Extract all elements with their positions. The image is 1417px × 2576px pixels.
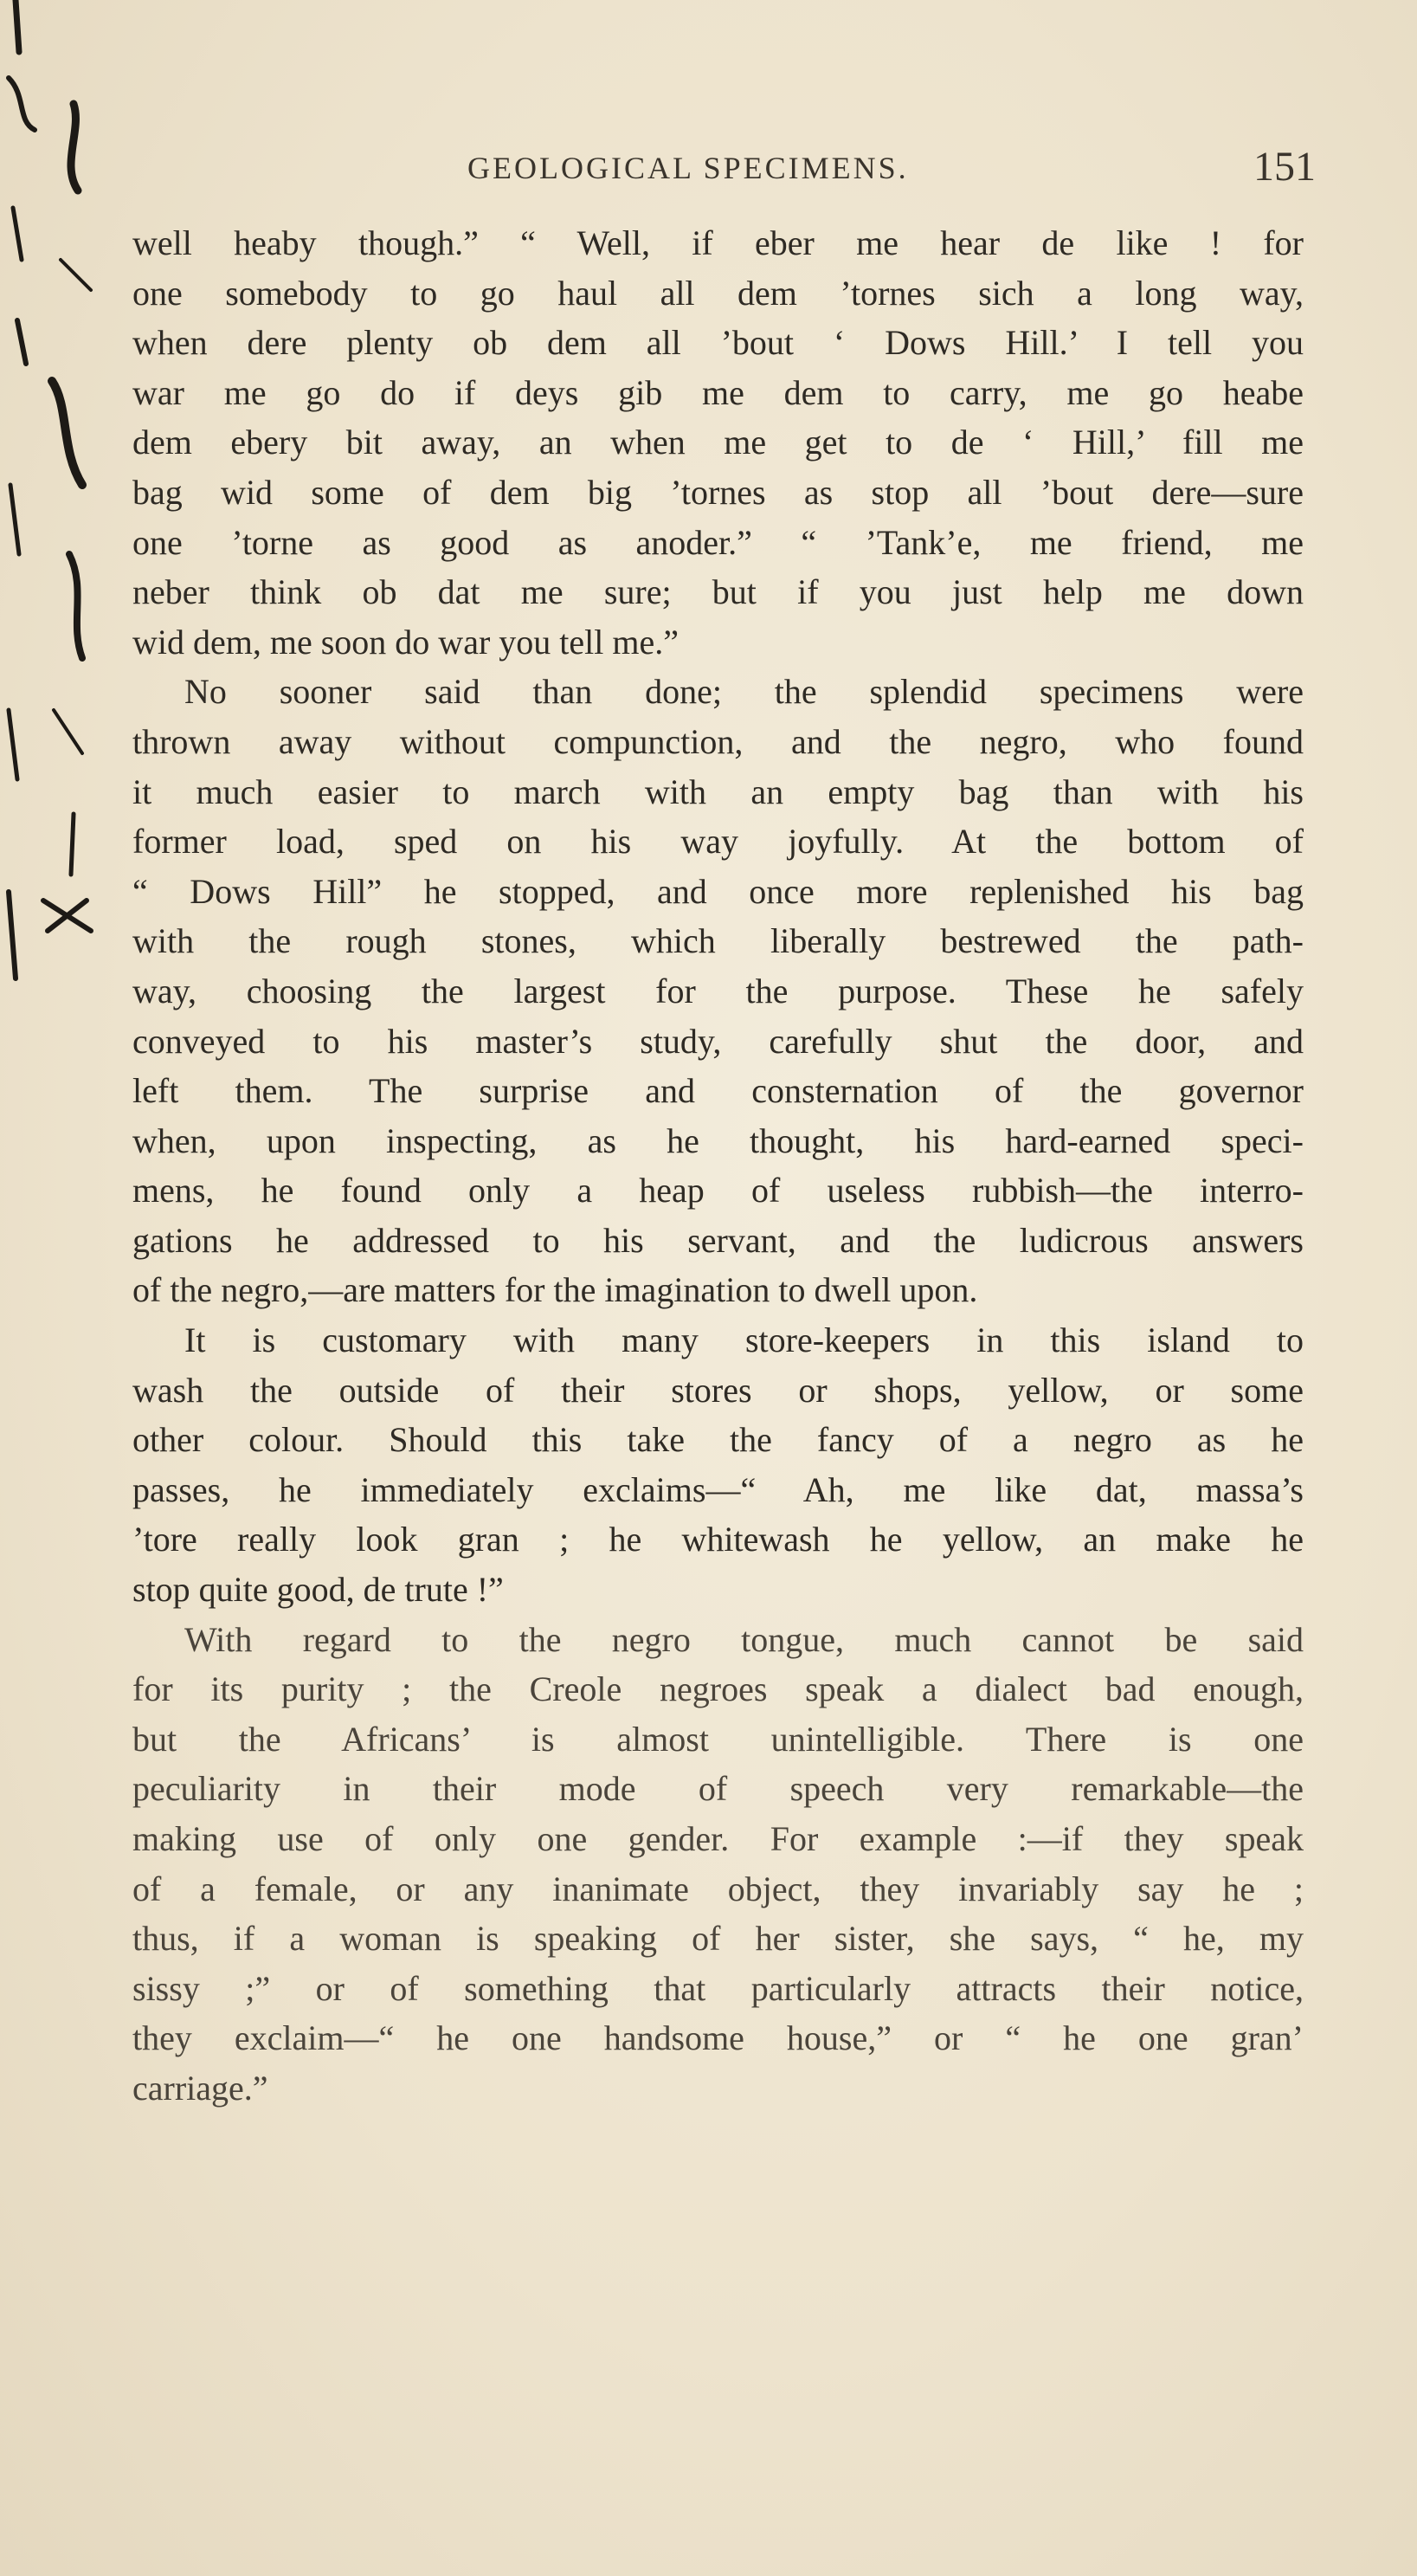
text-line: With regard to the negro tongue, much cannot be said: [184, 1619, 1304, 1659]
text-line: way, choosing the largest for the purpose. These he safely: [132, 971, 1304, 1010]
text-line: mens, he found only a heap of useless rubbish—the interro-: [132, 1171, 1304, 1211]
text-line: peculiarity in their mode of speech very remarkable—the: [132, 1769, 1304, 1809]
text-line: gations he addressed to his servant, and the ludicrous answers: [132, 1220, 1304, 1260]
text-line: when, upon inspecting, as he thought, his hard-earned speci-: [132, 1120, 1304, 1160]
text-line: for its purity ; the Creole negroes speak a dialect bad enough,: [132, 1669, 1304, 1709]
text-line: stop quite good, de trute !”: [132, 1570, 504, 1610]
text-line: well heaby though.” “ Well, if eber me hear de like ! for: [132, 223, 1304, 262]
text-line: one ’torne as good as anoder.” “ ’Tank’e, me friend, me: [132, 522, 1304, 562]
text-line: but the Africans’ is almost unintelligible. There is one: [132, 1719, 1304, 1759]
body-text: [132, 218, 1304, 2114]
text-line: thus, if a woman is speaking of her sister, she says, “ he, my: [132, 1919, 1304, 1959]
text-line: wid dem, me soon do war you tell me.”: [132, 622, 679, 662]
text-line: making use of only one gender. For example :—if they speak: [132, 1819, 1304, 1858]
text-line: thrown away without compunction, and the negro, who found: [132, 721, 1304, 761]
text-line: of the negro,—are matters for the imagination to dwell upon.: [132, 1270, 978, 1310]
text-line: wash the outside of their stores or shops, yellow, or some: [132, 1370, 1304, 1410]
text-line: passes, he immediately exclaims—“ Ah, me like dat, massa’s: [132, 1469, 1304, 1509]
text-line: bag wid some of dem big ’tornes as stop all ’bout dere—sure: [132, 472, 1304, 512]
margin-handwriting: [0, 0, 130, 1039]
text-line: they exclaim—“ he one handsome house,” or “ he one gran’: [132, 2018, 1304, 2058]
text-line: it much easier to march with an empty bag than with his: [132, 772, 1304, 811]
text-line: carriage.”: [132, 2068, 268, 2108]
text-line: It is customary with many store-keepers in this island to: [184, 1320, 1304, 1360]
text-line: one somebody to go haul all dem ’tornes sich a long way,: [132, 273, 1304, 313]
text-line: left them. The surprise and consternation of the governor: [132, 1071, 1304, 1111]
running-head: [467, 143, 1316, 195]
text-line: other colour. Should this take the fancy of a negro as he: [132, 1420, 1304, 1460]
text-line: conveyed to his master’s study, carefully shut the door, and: [132, 1021, 1304, 1061]
text-line: war me go do if deys gib me dem to carry, me go heabe: [132, 372, 1304, 412]
text-line: ’tore really look gran ; he whitewash he yellow, an make he: [132, 1520, 1304, 1559]
text-line: former load, sped on his way joyfully. At the bottom of: [132, 822, 1304, 862]
text-line: sissy ;” or of something that particularly attracts their notice,: [132, 1968, 1304, 2008]
page-number: 151: [1253, 144, 1316, 190]
text-line: No sooner said than done; the splendid specimens were: [184, 672, 1304, 712]
text-line: “ Dows Hill” he stopped, and once more replenished his bag: [132, 871, 1304, 911]
text-line: when dere plenty ob dem all ’bout ‘ Dows Hill.’ I tell you: [132, 323, 1304, 363]
text-line: of a female, or any inanimate object, they invariably say he ;: [132, 1869, 1304, 1908]
text-line: neber think ob dat me sure; but if you just help me down: [132, 572, 1304, 612]
text-line: dem ebery bit away, an when me get to de ‘ Hill,’ fill me: [132, 423, 1304, 462]
text-line: with the rough stones, which liberally bestrewed the path-: [132, 921, 1304, 961]
running-title: GEOLOGICAL SPECIMENS.: [467, 151, 909, 185]
